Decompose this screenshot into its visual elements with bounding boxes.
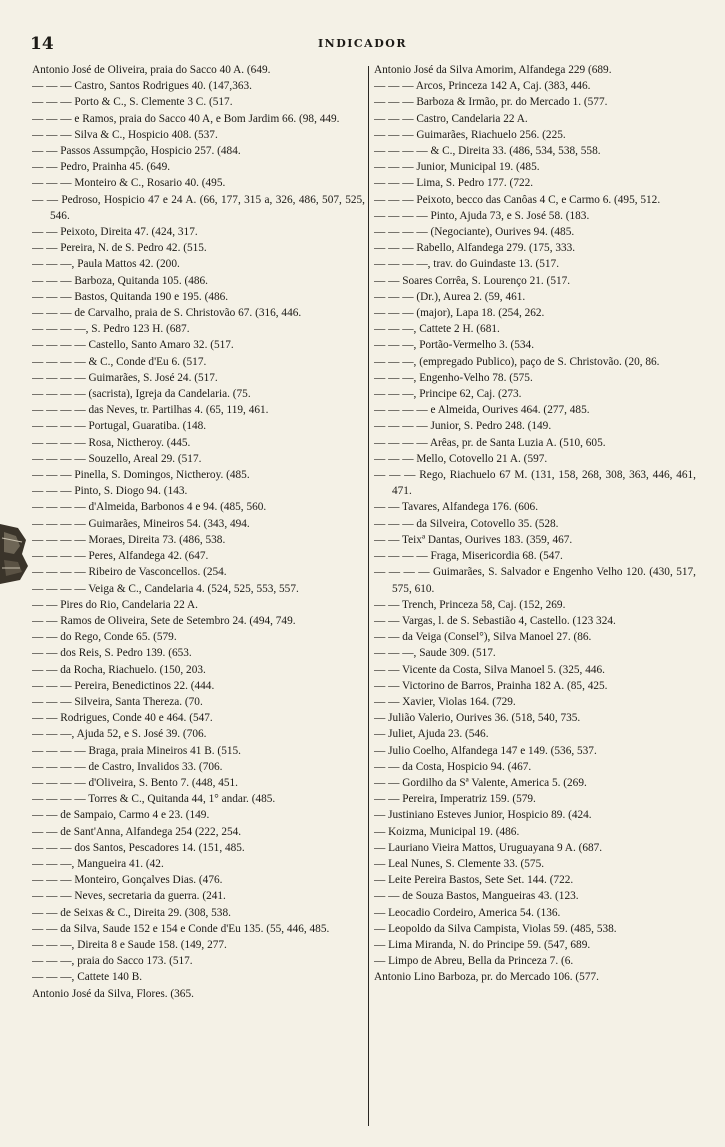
- directory-entry: — — Trench, Princeza 58, Caj. (152, 269.: [374, 598, 566, 611]
- directory-entry: — — — — & C., Direita 33. (486, 534, 538, 558.: [374, 145, 601, 158]
- directory-entry: — — Passos Assumpção, Hospicio 257. (484.: [32, 145, 241, 158]
- directory-entry: — — — Porto & C., S. Clemente 3 C. (517.: [32, 96, 233, 109]
- directory-entry: — Julio Coelho, Alfandega 147 e 149. (536, 537.: [374, 744, 597, 757]
- directory-entry: — — — Neves, secretaria da guerra. (241.: [32, 890, 226, 903]
- directory-entry: — — Teixª Dantas, Ourives 183. (359, 467.: [374, 533, 573, 546]
- directory-entry: — — — — (Negociante), Ourives 94. (485.: [374, 226, 575, 239]
- directory-entry: Antonio José da Silva, Flores. (365.: [32, 987, 194, 1000]
- directory-entry: — — — Pinto, S. Diogo 94. (143.: [32, 485, 188, 498]
- directory-entry: — — —, Portão-Vermelho 3. (534.: [374, 339, 535, 352]
- binder-clip-icon: [0, 518, 30, 590]
- directory-entry: — — Vicente da Costa, Silva Manoel 5. (325, 446.: [374, 663, 605, 676]
- directory-entry: — Juliet, Ajuda 23. (546.: [374, 728, 489, 741]
- directory-entry: — — —, Cattete 2 H. (681.: [374, 323, 500, 336]
- directory-entry: — — — — de Castro, Invalidos 33. (706.: [32, 760, 223, 773]
- directory-entry: — — —, Cattete 140 B.: [32, 971, 143, 984]
- directory-entry: — — — Lima, S. Pedro 177. (722.: [374, 177, 534, 190]
- directory-entry: — — Tavares, Alfandega 176. (606.: [374, 501, 539, 514]
- directory-entry: — — do Rego, Conde 65. (579.: [32, 631, 177, 644]
- directory-entry: — — — — e Almeida, Ourives 464. (277, 485.: [374, 404, 590, 417]
- directory-entry: — — Pereira, Imperatriz 159. (579.: [374, 793, 536, 806]
- directory-entry: — — Victorino de Barros, Prainha 182 A. (85, 425.: [374, 679, 608, 692]
- directory-entry: — — — — Guimarães, Mineiros 54. (343, 494.: [32, 517, 250, 530]
- directory-entry: — — — — Peres, Alfandega 42. (647.: [32, 550, 209, 563]
- directory-entry: — — —, (empregado Publico), paço de S. Christovão. (20, 86.: [374, 355, 660, 368]
- directory-entry: — — —, Ajuda 52, e S. José 39. (706.: [32, 728, 207, 741]
- directory-entry: — — —, praia do Sacco 173. (517.: [32, 955, 193, 968]
- directory-entry: — — — — Junior, S. Pedro 248. (149.: [374, 420, 552, 433]
- directory-entry: — Leal Nunes, S. Clemente 33. (575.: [374, 857, 545, 870]
- directory-entry: — — — — Braga, praia Mineiros 41 B. (515.: [32, 744, 241, 757]
- directory-entry: — — — Barboza, Quitanda 105. (486.: [32, 274, 209, 287]
- directory-entry: — — — da Silveira, Cotovello 35. (528.: [374, 517, 559, 530]
- directory-entry: — — Peixoto, Direita 47. (424, 317.: [32, 226, 198, 239]
- directory-entry: — — — — Fraga, Misericordia 68. (547.: [374, 550, 563, 563]
- directory-entry: — — — Monteiro & C., Rosario 40. (495.: [32, 177, 226, 190]
- directory-entry: — Leite Pereira Bastos, Sete Set. 144. (722.: [374, 874, 574, 887]
- directory-entry: — — — Mello, Cotovello 21 A. (597.: [374, 452, 548, 465]
- directory-entry: — — —, Mangueira 41. (42.: [32, 857, 164, 870]
- directory-entry: — Leocadio Cordeiro, America 54. (136.: [374, 906, 561, 919]
- directory-entry: — — — Bastos, Quitanda 190 e 195. (486.: [32, 290, 229, 303]
- directory-entry: — — — Silveira, Santa Thereza. (70.: [32, 695, 203, 708]
- directory-entry: — — de Seixas & C., Direita 29. (308, 538.: [32, 906, 231, 919]
- directory-entry: — Leopoldo da Silva Campista, Violas 59. (485, 538.: [374, 922, 617, 935]
- directory-entry: — — de Souza Bastos, Mangueiras 43. (123.: [374, 890, 579, 903]
- directory-entry: — — da Costa, Hospicio 94. (467.: [374, 760, 532, 773]
- directory-entry: — — — — & C., Conde d'Eu 6. (517.: [32, 355, 207, 368]
- directory-entry: — — da Veiga (Consel°), Silva Manoel 27. (86.: [374, 631, 592, 644]
- directory-entry: — — Pires do Rio, Candelaria 22 A.: [32, 598, 198, 611]
- directory-entry: — — —, Principe 62, Caj. (273.: [374, 388, 522, 401]
- directory-entry: — — — —, trav. do Guindaste 13. (517.: [374, 258, 560, 271]
- directory-entry: — — — — Veiga & C., Candelaria 4. (524, 525, 553, 557.: [32, 582, 299, 595]
- directory-entry: — — — Peixoto, becco das Canôas 4 C, e Carmo 6. (495, 512.: [374, 193, 661, 206]
- directory-entry: — — — — (sacrista), Igreja da Candelaria. (75.: [32, 388, 251, 401]
- directory-entry: — — —, Paula Mattos 42. (200.: [32, 258, 180, 271]
- directory-entry: Antonio Lino Barboza, pr. do Mercado 106. (577.: [374, 971, 599, 984]
- directory-entry: — — — — Ribeiro de Vasconcellos. (254.: [32, 566, 227, 579]
- directory-entry: — — — — Portugal, Guaratiba. (148.: [32, 420, 207, 433]
- directory-entry: — — — — Guimarães, S. José 24. (517.: [32, 371, 218, 384]
- directory-entry: — — — Barboza & Irmão, pr. do Mercado 1. (577.: [374, 96, 608, 109]
- directory-entry: — — — — Moraes, Direita 73. (486, 538.: [32, 533, 226, 546]
- directory-entry: Antonio José de Oliveira, praia do Sacco 40 A. (649.: [32, 64, 271, 76]
- directory-entry: — — — Monteiro, Gonçalves Dias. (476.: [32, 874, 223, 887]
- directory-entry: — — — Castro, Santos Rodrigues 40. (147,363.: [32, 80, 252, 93]
- directory-entry: — — Rodrigues, Conde 40 e 464. (547.: [32, 712, 213, 725]
- directory-entry: — Julião Valerio, Ourives 36. (518, 540, 735.: [374, 712, 581, 725]
- directory-entry: — — Soares Corrêa, S. Lourenço 21. (517.: [374, 274, 571, 287]
- directory-entry: — — — Castro, Candelaria 22 A.: [374, 112, 528, 125]
- directory-entry: — — — dos Santos, Pescadores 14. (151, 485.: [32, 841, 245, 854]
- directory-entry: — — — — d'Oliveira, S. Bento 7. (448, 451.: [32, 776, 238, 789]
- directory-entry: — — —, Saude 309. (517.: [374, 647, 496, 660]
- directory-entry: — — — —, S. Pedro 123 H. (687.: [32, 323, 190, 336]
- directory-entry: — Koizma, Municipal 19. (486.: [374, 825, 520, 838]
- directory-entry: — — — — Castello, Santo Amaro 32. (517.: [32, 339, 234, 352]
- directory-entry: — Lauriano Vieira Mattos, Uruguayana 9 A. (687.: [374, 841, 603, 854]
- directory-entry: — — Pedroso, Hospicio 47 e 24 A. (66, 177, 315 a, 326, 486, 507, 525, 546.: [32, 193, 365, 222]
- directory-entry: — — — (Dr.), Aurea 2. (59, 461.: [374, 290, 526, 303]
- directory-entry: — — Ramos de Oliveira, Sete de Setembro 24. (494, 749.: [32, 614, 296, 627]
- left-column: [32, 62, 365, 1134]
- directory-entry: — Lima Miranda, N. do Principe 59. (547, 689.: [374, 938, 591, 951]
- directory-entry: — — — Guimarães, Riachuelo 256. (225.: [374, 128, 566, 141]
- directory-entry: — — — — das Neves, tr. Partilhas 4. (65, 119, 461.: [32, 404, 269, 417]
- directory-entry: — — — — d'Almeida, Barbonos 4 e 94. (485, 560.: [32, 501, 267, 514]
- running-title: INDICADOR: [318, 37, 407, 50]
- directory-entry: — — — Arcos, Princeza 142 A, Caj. (383, 446.: [374, 80, 591, 93]
- directory-entry: — — — — Arêas, pr. de Santa Luzia A. (510, 605.: [374, 436, 606, 449]
- directory-entry: — — — — Rosa, Nictheroy. (445.: [32, 436, 191, 449]
- directory-entry: — — Pedro, Prainha 45. (649.: [32, 161, 171, 174]
- directory-entry: — — — Silva & C., Hospicio 408. (537.: [32, 128, 218, 141]
- directory-entry: — — — e Ramos, praia do Sacco 40 A, e Bom Jardim 66. (98, 449.: [32, 112, 340, 125]
- directory-entry: — — Xavier, Violas 164. (729.: [374, 695, 516, 708]
- directory-entry: — — — — Torres & C., Quitanda 44, 1° andar. (485.: [32, 793, 276, 806]
- directory-entry: — — — — Pinto, Ajuda 73, e S. José 58. (183.: [374, 209, 590, 222]
- directory-entry: — — de Sampaio, Carmo 4 e 23. (149.: [32, 809, 210, 822]
- directory-entry: — — dos Reis, S. Pedro 139. (653.: [32, 647, 192, 660]
- directory-entry: — — — Junior, Municipal 19. (485.: [374, 161, 540, 174]
- directory-entry: — — da Rocha, Riachuelo. (150, 203.: [32, 663, 206, 676]
- directory-entry: — — — Rabello, Alfandega 279. (175, 333.: [374, 242, 576, 255]
- page-number: 14: [30, 34, 54, 54]
- directory-entry: — — Pereira, N. de S. Pedro 42. (515.: [32, 242, 207, 255]
- directory-entry: — — —, Direita 8 e Saude 158. (149, 277.: [32, 938, 227, 951]
- column-divider: [368, 66, 369, 1126]
- directory-entry: — — Gordilho da Sª Valente, America 5. (269.: [374, 776, 587, 789]
- directory-entry: — — — Pereira, Benedictinos 22. (444.: [32, 679, 215, 692]
- page-header: [0, 34, 725, 52]
- directory-entry: — — — — Guimarães, S. Salvador e Engenho Velho 120. (430, 517, 575, 610.: [374, 566, 696, 595]
- directory-entry: — — — (major), Lapa 18. (254, 262.: [374, 307, 545, 320]
- right-column: [374, 62, 696, 1134]
- directory-entry: — Justiniano Esteves Junior, Hospicio 89. (424.: [374, 809, 592, 822]
- directory-entry: — — — — Souzello, Areal 29. (517.: [32, 452, 202, 465]
- directory-entry: — — — Pinella, S. Domingos, Nictheroy. (485.: [32, 469, 250, 482]
- directory-entry: — — —, Engenho-Velho 78. (575.: [374, 371, 533, 384]
- directory-entry: — — — de Carvalho, praia de S. Christovão 67. (316, 446.: [32, 307, 302, 320]
- directory-entry: Antonio José da Silva Amorim, Alfandega 229 (689.: [374, 64, 612, 76]
- directory-entry: — — da Silva, Saude 152 e 154 e Conde d'Eu 135. (55, 446, 485.: [32, 922, 330, 935]
- directory-entry: — — — Rego, Riachuelo 67 M. (131, 158, 268, 308, 363, 446, 461, 471.: [374, 469, 696, 498]
- directory-entry: — Limpo de Abreu, Bella da Princeza 7. (6.: [374, 955, 574, 968]
- directory-entry: — — Vargas, l. de S. Sebastião 4, Castello. (123 324.: [374, 614, 616, 627]
- directory-entry: — — de Sant'Anna, Alfandega 254 (222, 254.: [32, 825, 242, 838]
